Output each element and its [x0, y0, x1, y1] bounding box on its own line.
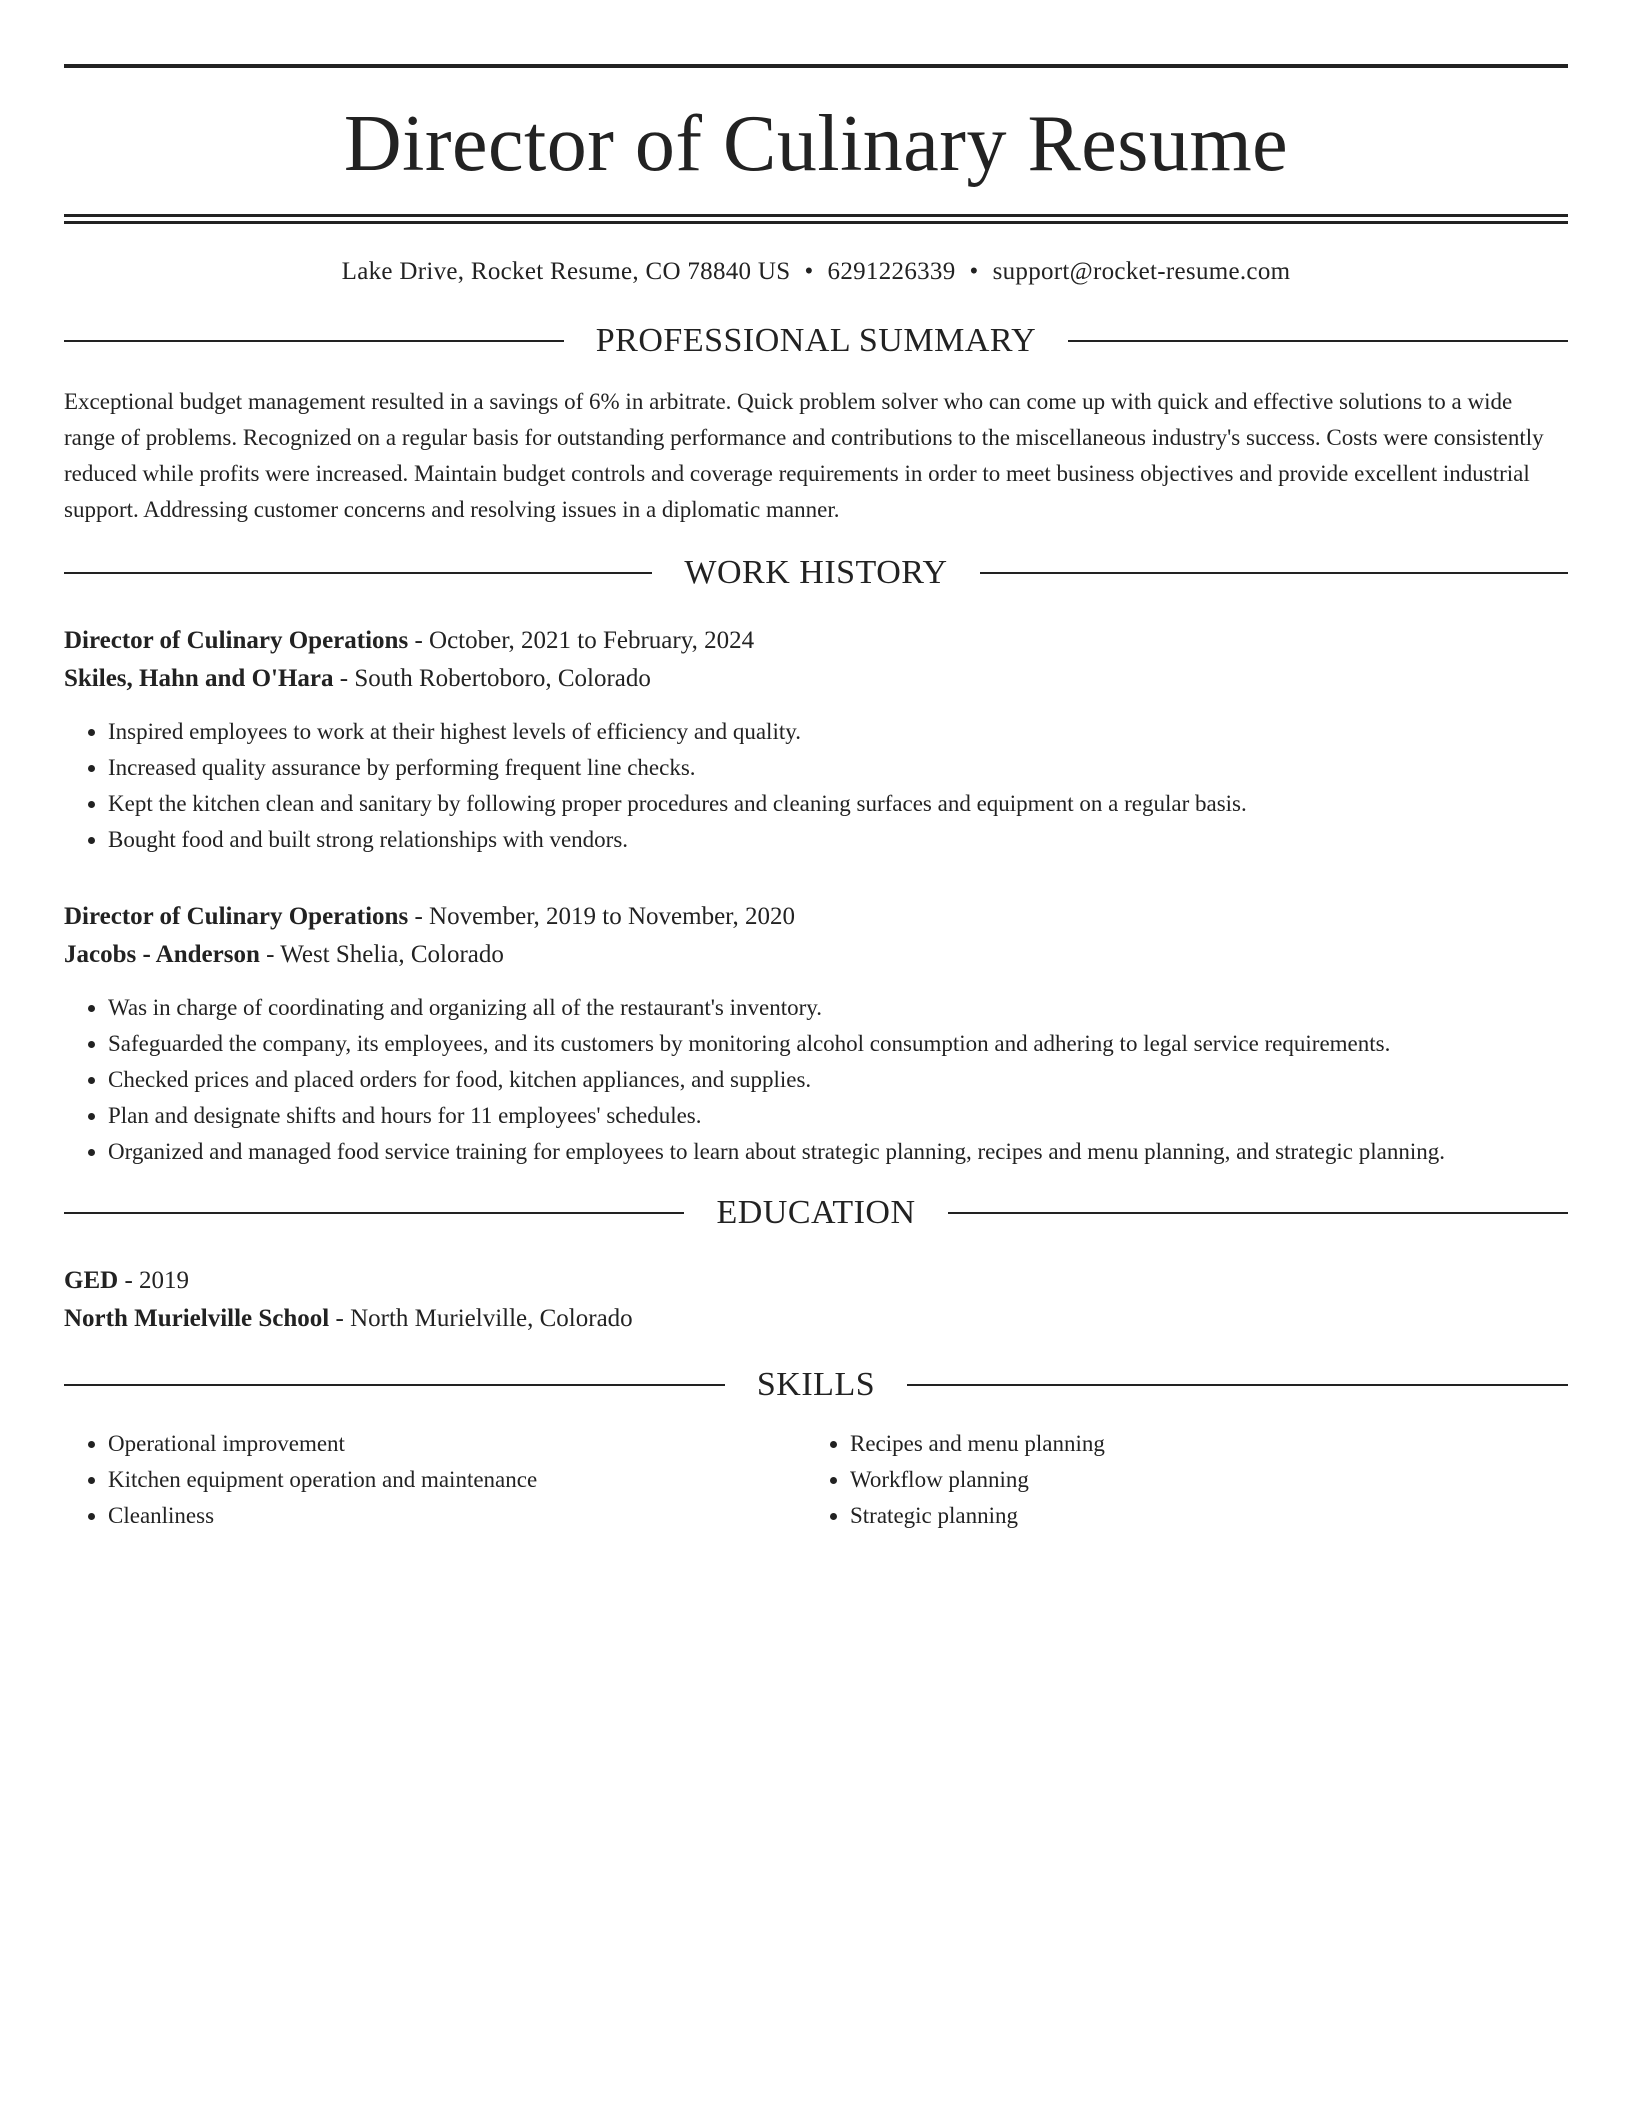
section-title-skills: SKILLS — [756, 1366, 876, 1403]
list-item: • Operational improvement — [108, 1426, 806, 1462]
job-title-line — [64, 622, 1568, 660]
education-degree-line — [64, 1262, 1568, 1300]
contact-phone: 6291226339 — [827, 258, 956, 285]
job-dates: - October, 2021 to February, 2024 — [408, 627, 755, 654]
resume-page — [64, 64, 1568, 1534]
list-item: • Plan and designate shifts and hours for 11 employees' schedules. — [108, 1098, 1568, 1134]
job-company-line — [64, 936, 1568, 974]
section-title-summary: PROFESSIONAL SUMMARY — [595, 322, 1037, 359]
job-location: - South Robertoboro, Colorado — [333, 665, 651, 692]
list-item: • Workflow planning — [850, 1462, 1548, 1498]
contact-separator: • — [969, 258, 979, 285]
skills-column-right — [806, 1426, 1548, 1534]
job-dates: - November, 2019 to November, 2020 — [408, 903, 795, 930]
list-item: • Organized and managed food service training for employees to learn about strategic planning, recipes and menu planning, and strategic planning. — [108, 1134, 1568, 1170]
divider-line — [907, 1384, 1568, 1386]
section-heading-skills — [64, 1366, 1568, 1404]
contact-email: support@rocket-resume.com — [992, 258, 1291, 285]
divider-line — [980, 572, 1568, 574]
job-location: - West Shelia, Colorado — [259, 941, 504, 968]
education-entry — [64, 1262, 1568, 1338]
section-title-education: EDUCATION — [716, 1194, 916, 1231]
job-bullets — [64, 714, 1568, 858]
education-school-line — [64, 1300, 1568, 1338]
job-position: Director of Culinary Operations — [64, 627, 409, 654]
job-entry — [64, 622, 1568, 858]
contact-separator: • — [804, 258, 814, 285]
list-item: • Cleanliness — [108, 1498, 806, 1534]
education-degree: GED — [64, 1267, 119, 1294]
list-item: • Increased quality assurance by performing frequent line checks. — [108, 750, 1568, 786]
job-title-line — [64, 898, 1568, 936]
section-title-work: WORK HISTORY — [684, 554, 948, 591]
skills-list — [64, 1426, 1568, 1534]
education-year: - 2019 — [118, 1267, 190, 1294]
summary-paragraph: Exceptional budget management resulted in a savings of 6% in arbitrate. Quick problem solver who can come up with quick and effective solutions to a wide range of problems. Recognized on a regular basis for outstanding performance and contributions to the miscellaneous industry's success. Costs were consistently reduced while profits were increased. Maintain budget controls and coverage requirements in order to meet business objectives and provide excellent industrial support. Addressing customer concerns and resolving issues in a diplomatic manner. — [64, 389, 1544, 522]
job-company: Skiles, Hahn and O'Hara — [64, 665, 334, 692]
list-item: • Kitchen equipment operation and maintenance — [108, 1462, 806, 1498]
job-company: Jacobs - Anderson — [64, 941, 260, 968]
resume-title: Director of Culinary Resume — [343, 100, 1289, 188]
contact-line — [64, 258, 1568, 286]
section-heading-work — [64, 554, 1568, 592]
job-entry — [64, 898, 1568, 1170]
job-position: Director of Culinary Operations — [64, 903, 409, 930]
divider-line — [948, 1212, 1568, 1214]
list-item: • Safeguarded the company, its employees, and its customers by monitoring alcohol consumption and adhering to legal service requirements. — [108, 1026, 1568, 1062]
divider-line — [64, 572, 652, 574]
contact-address: Lake Drive, Rocket Resume, CO 78840 US — [341, 258, 791, 285]
list-item: • Recipes and menu planning — [850, 1426, 1548, 1462]
job-bullets — [64, 990, 1568, 1170]
divider-line — [64, 340, 564, 342]
divider-line — [64, 1384, 725, 1386]
list-item: • Bought food and built strong relationships with vendors. — [108, 822, 1568, 858]
list-item: • Was in charge of coordinating and organizing all of the restaurant's inventory. — [108, 990, 1568, 1026]
list-item: • Strategic planning — [850, 1498, 1548, 1534]
divider-line — [1068, 340, 1568, 342]
list-item: • Kept the kitchen clean and sanitary by following proper procedures and cleaning surfaces and equipment on a regular basis. — [108, 786, 1568, 822]
section-heading-summary — [64, 322, 1568, 360]
section-heading-education — [64, 1194, 1568, 1232]
title-double-rule — [64, 214, 1568, 224]
divider-line — [64, 1212, 684, 1214]
education-location: - North Murielville, Colorado — [329, 1305, 633, 1332]
job-company-line — [64, 660, 1568, 698]
list-item: • Checked prices and placed orders for food, kitchen appliances, and supplies. — [108, 1062, 1568, 1098]
education-school: North Murielville School — [64, 1305, 330, 1332]
skills-column-left — [64, 1426, 806, 1534]
list-item: • Inspired employees to work at their highest levels of efficiency and quality. — [108, 714, 1568, 750]
